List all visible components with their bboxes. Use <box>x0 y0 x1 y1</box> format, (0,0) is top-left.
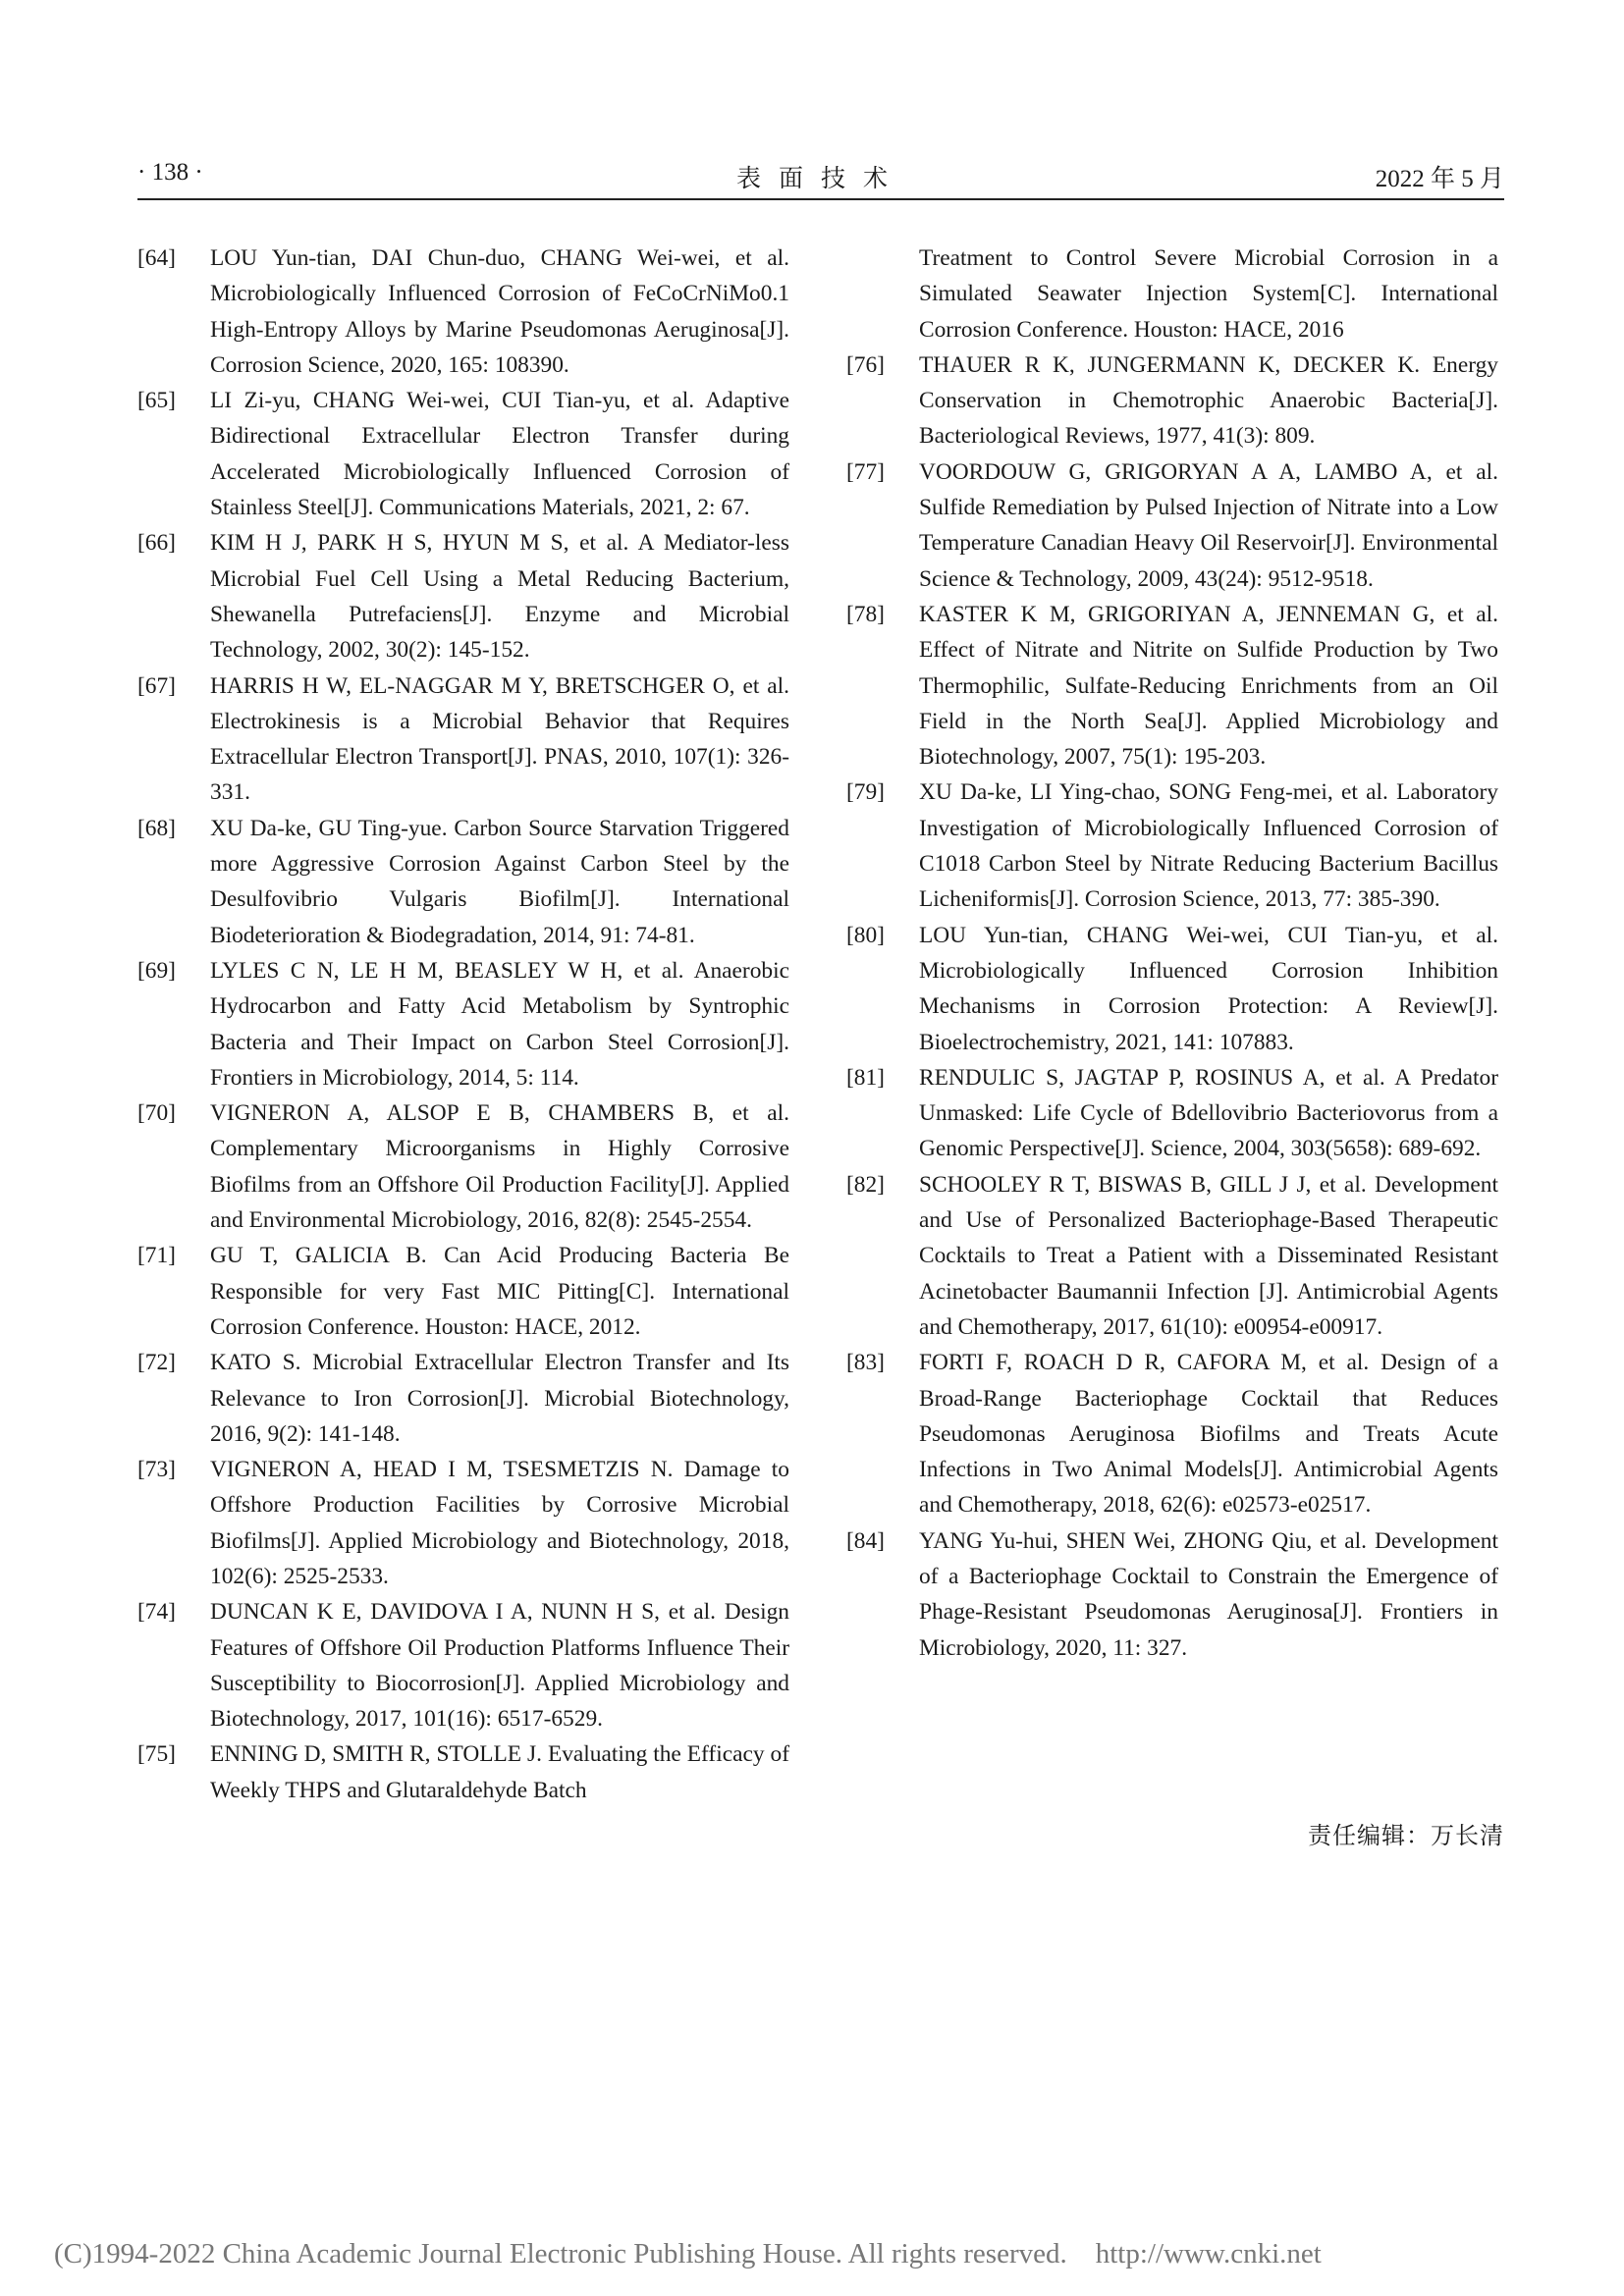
responsible-editor: 责任编辑：万长清 <box>1308 1822 1504 1849</box>
reference-text: KIM H J, PARK H S, HYUN M S, et al. A Mediator-less Microbial Fuel Cell Using a Metal Reducing Bacterium, Shewanella Putrefaciens[J]. Enzyme and Microbial Technology, 2002, 30(2): 145-152. <box>210 530 789 664</box>
reference-text: FORTI F, ROACH D R, CAFORA M, et al. Design of a Broad-Range Bacteriophage Cocktail that Reduces Pseudomonas Aeruginosa Biofilms and Treats Acute Infections in Two Animal Models[J]. Antimicrobial Agents and Chemotherapy, 2018, 62(6): e02573-e02517. <box>919 1350 1498 1519</box>
reference-item <box>137 953 789 1095</box>
reference-text: LOU Yun-tian, DAI Chun-duo, CHANG Wei-wei, et al. Microbiologically Influenced Corrosion of FeCoCrNiMo0.1 High-Entropy Alloys by Marine Pseudomonas Aeruginosa[J]. Corrosion Science, 2020, 165: 108390. <box>210 245 789 378</box>
reference-number: [79] <box>846 779 885 806</box>
reference-number: [68] <box>137 815 176 841</box>
reference-item <box>846 1345 1498 1522</box>
reference-item <box>137 1095 789 1238</box>
reference-number: [69] <box>137 957 176 984</box>
reference-text: KASTER K M, GRIGORIYAN A, JENNEMAN G, et al. Effect of Nitrate and Nitrite on Sulfide Production by Two Thermophilic, Sulfate-Reducing Enrichments from an Oil Field in the North Sea[J]. Applied Microbiology and Biotechnology, 2007, 75(1): 195-203. <box>919 601 1498 771</box>
reference-number: [77] <box>846 458 885 485</box>
reference-item <box>137 1452 789 1594</box>
reference-number: [81] <box>846 1064 885 1091</box>
reference-number: [76] <box>846 351 885 378</box>
reference-text: ENNING D, SMITH R, STOLLE J. Evaluating the Efficacy of Weekly THPS and Glutaraldehyde Batch <box>210 1741 789 1803</box>
reference-number: [84] <box>846 1527 885 1554</box>
reference-number: [78] <box>846 601 885 627</box>
reference-text: THAUER R K, JUNGERMANN K, DECKER K. Energy Conservation in Chemotrophic Anaerobic Bacteria[J]. Bacteriological Reviews, 1977, 41(3): 809. <box>919 351 1498 450</box>
reference-item <box>137 1345 789 1452</box>
reference-number: [73] <box>137 1457 176 1483</box>
reference-item <box>137 525 789 667</box>
reference-item <box>846 1060 1498 1167</box>
reference-text: SCHOOLEY R T, BISWAS B, GILL J J, et al. Development and Use of Personalized Bacteriophage-Based Therapeutic Cocktails to Treat a Patient with a Disseminated Resistant Acinetobacter Baumannii Infection [J]. Antimicrobial Agents and Chemotherapy, 2017, 61(10): e00954-e00917. <box>919 1171 1498 1340</box>
reference-number: [66] <box>137 530 176 557</box>
reference-number: [65] <box>137 388 176 414</box>
reference-number: [83] <box>846 1350 885 1376</box>
reference-text: KATO S. Microbial Extracellular Electron Transfer and Its Relevance to Iron Corrosion[J]. Microbial Biotechnology, 2016, 9(2): 141-148. <box>210 1350 789 1447</box>
reference-text: YANG Yu-hui, SHEN Wei, ZHONG Qiu, et al. Development of a Bacteriophage Cocktail to Constrain the Emergence of Phage-Resistant Pseudomonas Aeruginosa[J]. Frontiers in Microbiology, 2020, 11: 327. <box>919 1527 1498 1661</box>
reference-item <box>137 1594 789 1736</box>
reference-text: LOU Yun-tian, CHANG Wei-wei, CUI Tian-yu, et al. Microbiologically Influenced Corrosion Inhibition Mechanisms in Corrosion Protection: A Review[J]. Bioelectrochemistry, 2021, 141: 107883. <box>919 922 1498 1055</box>
reference-continuation: Treatment to Control Severe Microbial Corrosion in a Simulated Seawater Injection System[C]. International Corrosion Conference. Houston: HACE, 2016 <box>919 245 1498 343</box>
reference-number: [67] <box>137 672 176 699</box>
reference-number: [70] <box>137 1100 176 1127</box>
reference-item <box>137 1736 789 1808</box>
reference-text: GU T, GALICIA B. Can Acid Producing Bacteria Be Responsible for very Fast MIC Pitting[C]. International Corrosion Conference. Houston: HACE, 2012. <box>210 1243 789 1340</box>
reference-item <box>137 668 789 811</box>
reference-number: [75] <box>137 1741 176 1768</box>
reference-number: [74] <box>137 1599 176 1626</box>
reference-item <box>846 454 1498 597</box>
reference-text: RENDULIC S, JAGTAP P, ROSINUS A, et al. A Predator Unmasked: Life Cycle of Bdellovibrio Bacteriovorus from a Genomic Perspective[J]. Science, 2004, 303(5658): 689-692. <box>919 1064 1498 1162</box>
reference-item <box>137 383 789 525</box>
reference-number: [71] <box>137 1243 176 1269</box>
reference-number: [72] <box>137 1350 176 1376</box>
journal-name: 表面技术 <box>735 166 905 192</box>
reference-item <box>846 774 1498 917</box>
reference-text: VIGNERON A, ALSOP E B, CHAMBERS B, et al. Complementary Microorganisms in Highly Corrosive Biofilms from an Offshore Oil Production Facility[J]. Applied and Environmental Microbiology, 2016, 82(8): 2545-2554. <box>210 1100 789 1234</box>
right-column <box>846 240 1498 1666</box>
left-column <box>137 240 789 1808</box>
reference-item <box>846 1523 1498 1666</box>
reference-text: VIGNERON A, HEAD I M, TSESMETZIS N. Damage to Offshore Production Facilities by Corrosive Microbial Biofilms[J]. Applied Microbiology and Biotechnology, 2018, 102(6): 2525-2533. <box>210 1457 789 1589</box>
reference-number: [64] <box>137 245 176 271</box>
reference-item <box>137 240 789 383</box>
reference-text: XU Da-ke, LI Ying-chao, SONG Feng-mei, et al. Laboratory Investigation of Microbiologically Influenced Corrosion of C1018 Carbon Steel by Nitrate Reducing Bacterium Bacillus Licheniformis[J]. Corrosion Science, 2013, 77: 385-390. <box>919 779 1498 913</box>
page-number: · 138 · <box>137 159 203 186</box>
reference-number: [82] <box>846 1171 885 1198</box>
reference-item <box>846 597 1498 774</box>
reference-text: VOORDOUW G, GRIGORYAN A A, LAMBO A, et al. Sulfide Remediation by Pulsed Injection of Nitrate into a Low Temperature Canadian Heavy Oil Reservoir[J]. Environmental Science & Technology, 2009, 43(24): 9512-9518. <box>919 458 1498 592</box>
issue-date: 2022 年 5 月 <box>1375 166 1504 192</box>
running-header <box>137 157 1504 200</box>
reference-text: LI Zi-yu, CHANG Wei-wei, CUI Tian-yu, et al. Adaptive Bidirectional Extracellular Electron Transfer during Accelerated Microbiologically Influenced Corrosion of Stainless Steel[J]. Communications Materials, 2021, 2: 67. <box>210 388 789 521</box>
reference-item <box>846 1167 1498 1345</box>
reference-text: DUNCAN K E, DAVIDOVA I A, NUNN H S, et al. Design Features of Offshore Oil Production Platforms Influence Their Susceptibility to Biocorrosion[J]. Applied Microbiology and Biotechnology, 2017, 101(16): 6517-6529. <box>210 1599 789 1733</box>
reference-item <box>846 918 1498 1060</box>
reference-item <box>137 1238 789 1345</box>
reference-item <box>846 347 1498 454</box>
reference-item <box>137 811 789 953</box>
reference-number: [80] <box>846 922 885 948</box>
reference-text: HARRIS H W, EL-NAGGAR M Y, BRETSCHGER O, et al. Electrokinesis is a Microbial Behavior that Requires Extracellular Electron Transport[J]. PNAS, 2010, 107(1): 326-331. <box>210 672 789 806</box>
reference-text: XU Da-ke, GU Ting-yue. Carbon Source Starvation Triggered more Aggressive Corrosion Against Carbon Steel by the Desulfovibrio Vulgaris Biofilm[J]. International Biodeterioration & Biodegradation, 2014, 91: 74-81. <box>210 815 789 948</box>
reference-text: LYLES C N, LE H M, BEASLEY W H, et al. Anaerobic Hydrocarbon and Fatty Acid Metabolism by Syntrophic Bacteria and Their Impact on Carbon Steel Corrosion[J]. Frontiers in Microbiology, 2014, 5: 114. <box>210 957 789 1091</box>
copyright-footer: (C)1994-2022 China Academic Journal Electronic Publishing House. All rights reserved. http://www.cnki.net <box>54 2238 1322 2269</box>
